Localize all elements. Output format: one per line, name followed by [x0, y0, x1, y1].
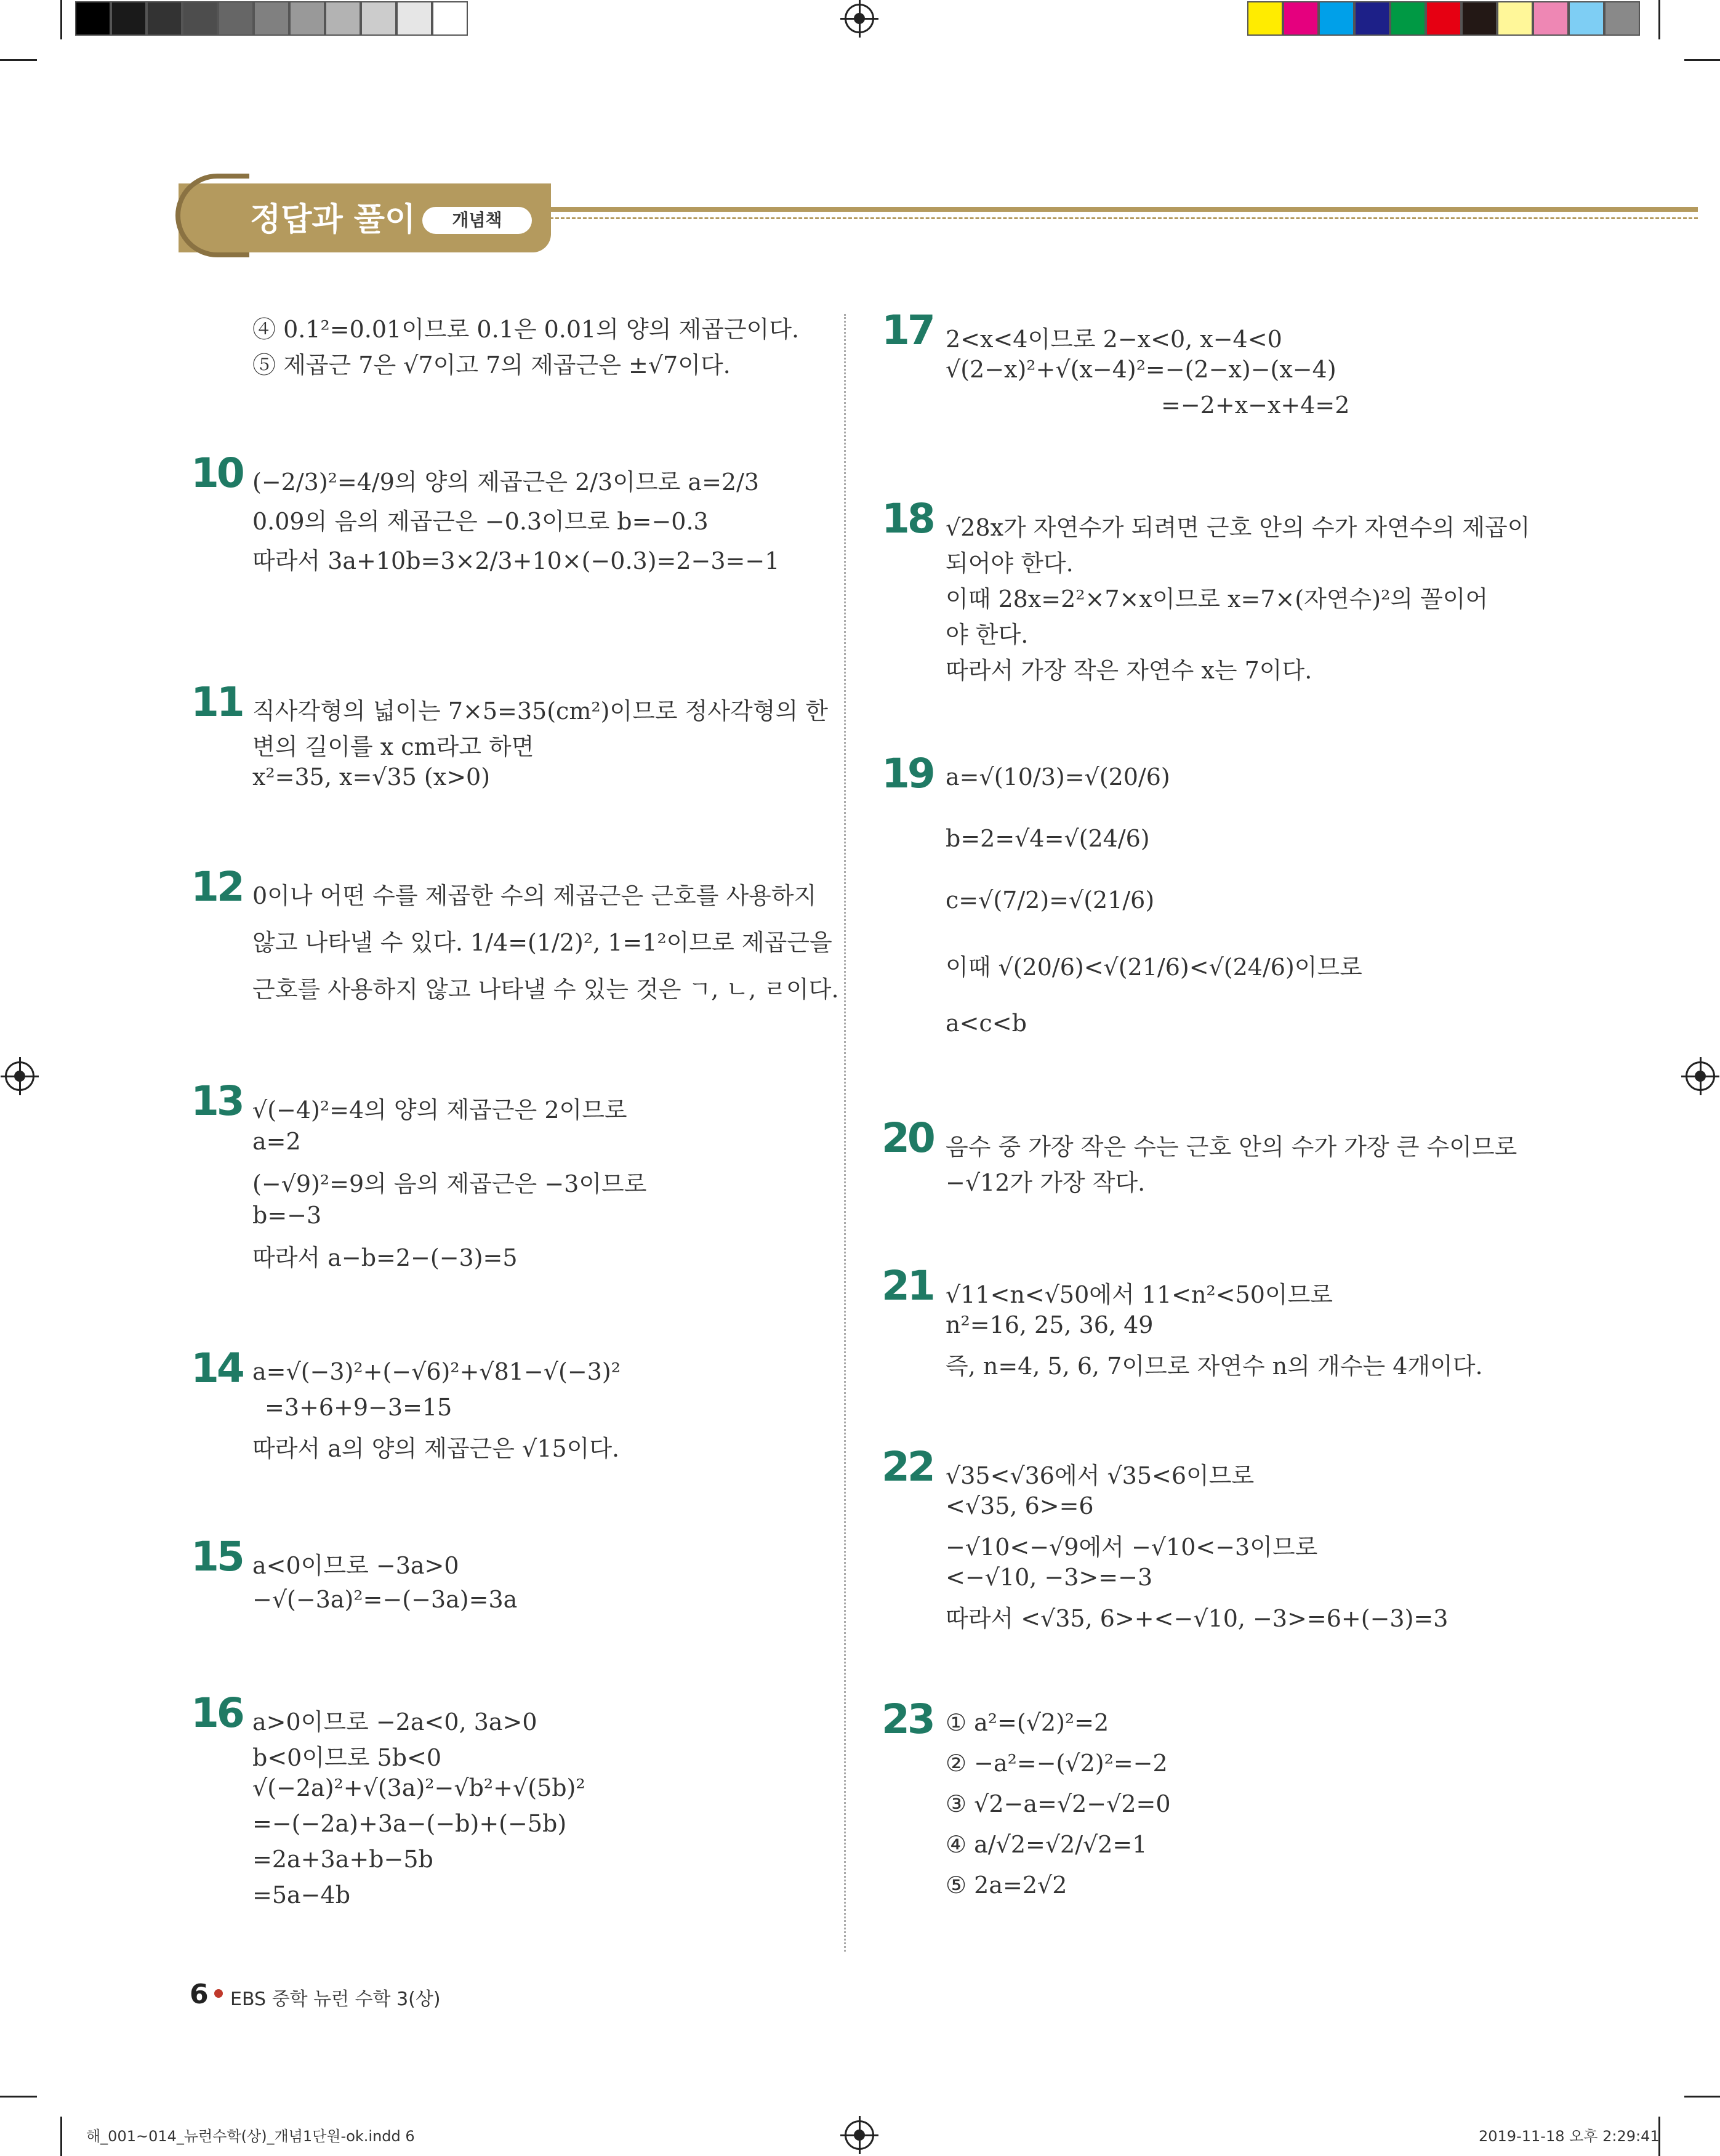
solution-line: √(−2a)²+√(3a)²−√b²+√(5b)² — [252, 1774, 585, 1801]
solution-line: 변의 길이를 x cm라고 하면 — [252, 733, 534, 760]
solution-line: √28x가 자연수가 되려면 근호 안의 수가 자연수의 제곱이 — [946, 514, 1530, 541]
problem-number: 23 — [882, 1695, 933, 1743]
problem-number: 19 — [882, 750, 933, 797]
color-swatch — [182, 1, 218, 36]
problem-number: 12 — [191, 863, 243, 911]
solution-line: √35<√36에서 √35<6이므로 — [946, 1462, 1255, 1489]
color-swatch — [111, 1, 147, 36]
registration-mark-right — [1686, 1061, 1715, 1091]
solution-line: 따라서 a−b=2−(−3)=5 — [252, 1244, 518, 1271]
color-swatch — [1283, 1, 1319, 36]
solution-line: c=√(7/2)=√(21/6) — [946, 887, 1155, 914]
problem-number: 21 — [882, 1262, 933, 1309]
header-rule — [550, 207, 1698, 212]
color-swatch — [218, 1, 254, 36]
solution-line: 따라서 a의 양의 제곱근은 √15이다. — [252, 1435, 620, 1462]
slug-date: 2019-11-18 오후 2:29:41 — [1479, 2128, 1660, 2145]
solution-line: b=2=√4=√(24/6) — [946, 825, 1150, 852]
solution-line: ④ 0.1²=0.01이므로 0.1은 0.01의 양의 제곱근이다. — [252, 316, 800, 343]
problem-number: 10 — [191, 449, 243, 497]
header-dashed-rule — [550, 217, 1698, 219]
color-swatch — [1247, 1, 1283, 36]
solution-line: =5a−4b — [252, 1881, 351, 1909]
color-swatch — [1461, 1, 1497, 36]
solution-line: <−√10, −3>=−3 — [946, 1564, 1153, 1591]
registration-mark-left — [5, 1061, 34, 1091]
crop-mark — [0, 59, 37, 61]
solution-line: 따라서 <√35, 6>+<−√10, −3>=6+(−3)=3 — [946, 1605, 1449, 1632]
solution-line: ① a²=(√2)²=2 — [946, 1709, 1109, 1736]
color-swatch — [1390, 1, 1426, 36]
solution-line: −√12가 가장 작다. — [946, 1169, 1146, 1196]
solution-line: 음수 중 가장 작은 수는 근호 안의 수가 가장 큰 수이므로 — [946, 1133, 1517, 1160]
solution-line: ④ a/√2=√2/√2=1 — [946, 1831, 1147, 1858]
crop-mark — [1684, 59, 1720, 61]
solution-line: a=√(−3)²+(−√6)²+√81−√(−3)² — [252, 1358, 621, 1385]
solution-line: 이때 √(20/6)<√(21/6)<√(24/6)이므로 — [946, 954, 1362, 981]
problem-number: 14 — [191, 1345, 243, 1392]
solution-line: 야 한다. — [946, 621, 1029, 648]
solution-line: 않고 나타낼 수 있다. 1/4=(1/2)², 1=1²이므로 제곱근을 — [252, 929, 832, 956]
solution-line: =3+6+9−3=15 — [265, 1394, 452, 1421]
solution-line: ⑤ 제곱근 7은 √7이고 7의 제곱근은 ±√7이다. — [252, 352, 731, 379]
column-divider — [844, 314, 846, 1952]
solution-line: (−√9)²=9의 음의 제곱근은 −3이므로 — [252, 1170, 647, 1197]
section-badge: 개념책 — [422, 207, 532, 234]
solution-line: 직사각형의 넓이는 7×5=35(cm²)이므로 정사각형의 한 — [252, 698, 828, 725]
solution-line: 즉, n=4, 5, 6, 7이므로 자연수 n의 개수는 4개이다. — [946, 1353, 1483, 1380]
crop-mark — [60, 0, 62, 39]
solution-line: 0이나 어떤 수를 제곱한 수의 제곱근은 근호를 사용하지 — [252, 882, 817, 909]
page-number: 6 — [190, 1979, 209, 2010]
color-swatch — [432, 1, 468, 36]
solution-line: =−(−2a)+3a−(−b)+(−5b) — [252, 1810, 567, 1837]
solution-line: a>0이므로 −2a<0, 3a>0 — [252, 1708, 537, 1736]
solution-line: ⑤ 2a=2√2 — [946, 1872, 1067, 1899]
color-swatch — [254, 1, 289, 36]
solution-line: √(−4)²=4의 양의 제곱근은 2이므로 — [252, 1096, 627, 1124]
color-swatch — [289, 1, 325, 36]
solution-line: =2a+3a+b−5b — [252, 1846, 433, 1873]
solution-line: =−2+x−x+4=2 — [1161, 392, 1350, 419]
section-title: 정답과 풀이 — [250, 201, 416, 238]
color-swatch — [1354, 1, 1390, 36]
crop-mark — [0, 2096, 37, 2098]
solution-line: a<0이므로 −3a>0 — [252, 1552, 459, 1579]
solution-line: −√10<−√9에서 −√10<−3이므로 — [946, 1534, 1318, 1561]
solution-line: 2<x<4이므로 2−x<0, x−4<0 — [946, 326, 1282, 353]
footer-bullet — [214, 1989, 223, 1998]
color-swatch — [147, 1, 182, 36]
solution-line: a=2 — [252, 1128, 301, 1155]
solution-line: b=−3 — [252, 1202, 322, 1229]
slug-file-name: 해_001~014_뉴런수학(상)_개념1단원-ok.indd 6 — [86, 2128, 415, 2145]
solution-line: a=√(10/3)=√(20/6) — [946, 763, 1170, 790]
problem-number: 22 — [882, 1443, 933, 1490]
color-swatch — [1497, 1, 1533, 36]
solution-line: n²=16, 25, 36, 49 — [946, 1311, 1154, 1338]
solution-line: ③ √2−a=√2−√2=0 — [946, 1790, 1171, 1817]
color-swatch — [361, 1, 396, 36]
solution-line: √(2−x)²+√(x−4)²=−(2−x)−(x−4) — [946, 356, 1336, 383]
solution-line: 따라서 가장 작은 자연수 x는 7이다. — [946, 657, 1312, 684]
crop-mark — [60, 2117, 62, 2156]
color-swatch — [1533, 1, 1569, 36]
solution-line: x²=35, x=√35 (x>0) — [252, 763, 491, 790]
color-swatch — [396, 1, 432, 36]
color-swatch — [1604, 1, 1640, 36]
crop-mark — [1658, 0, 1660, 39]
solution-line: 근호를 사용하지 않고 나타낼 수 있는 것은 ㄱ, ㄴ, ㄹ이다. — [252, 976, 839, 1003]
grayscale-color-bar — [75, 1, 468, 36]
solution-line: (−2/3)²=4/9의 양의 제곱근은 2/3이므로 a=2/3 — [252, 469, 760, 496]
solution-line: −√(−3a)²=−(−3a)=3a — [252, 1586, 518, 1613]
solution-line: 되어야 한다. — [946, 550, 1074, 577]
solution-line: √11<n<√50에서 11<n²<50이므로 — [946, 1281, 1333, 1308]
color-swatch — [1319, 1, 1354, 36]
solution-line: 따라서 3a+10b=3×2/3+10×(−0.3)=2−3=−1 — [252, 547, 780, 574]
color-swatch — [325, 1, 361, 36]
color-swatch — [1426, 1, 1461, 36]
crop-mark — [1684, 2096, 1720, 2098]
problem-number: 16 — [191, 1689, 243, 1737]
problem-number: 15 — [191, 1533, 243, 1580]
color-swatch — [75, 1, 111, 36]
registration-mark-bottom — [845, 2120, 874, 2150]
color-swatch — [1569, 1, 1604, 36]
solution-line: 이때 28x=2²×7×x이므로 x=7×(자연수)²의 꼴이어 — [946, 585, 1489, 613]
problem-number: 18 — [882, 495, 933, 542]
solution-line: <√35, 6>=6 — [946, 1492, 1094, 1519]
registration-mark-top — [845, 4, 874, 33]
solution-line: a<c<b — [946, 1010, 1027, 1037]
problem-number: 13 — [191, 1077, 243, 1125]
solution-line: b<0이므로 5b<0 — [252, 1744, 442, 1771]
problem-number: 20 — [882, 1114, 933, 1162]
problem-number: 11 — [191, 678, 243, 726]
solution-line: ② −a²=−(√2)²=−2 — [946, 1750, 1168, 1777]
book-title: EBS 중학 뉴런 수학 3(상) — [230, 1989, 441, 2010]
process-color-bar — [1247, 1, 1640, 36]
problem-number: 17 — [882, 307, 933, 354]
solution-line: 0.09의 음의 제곱근은 −0.3이므로 b=−0.3 — [252, 508, 709, 535]
